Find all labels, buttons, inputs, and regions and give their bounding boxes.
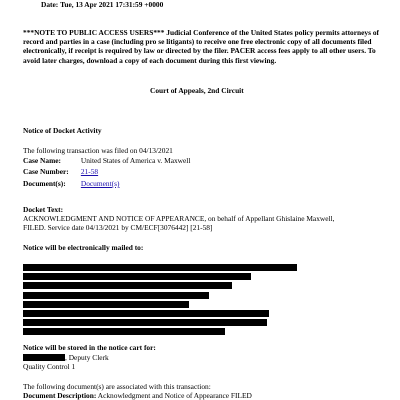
clerk-unit: Quality Control 1 [23, 362, 76, 371]
transaction-text: The following transaction was filed on 04/13/2021 [23, 146, 173, 155]
cart-heading: Notice will be stored in the notice cart for: [23, 343, 156, 352]
document-description-value: Acknowledgment and Notice of Appearance FILED [97, 391, 252, 400]
documents-row [23, 179, 119, 188]
redacted-recipient [23, 328, 225, 335]
case-name-value: United States of America v. Maxwell [80, 156, 191, 165]
documents-label: Document(s): [23, 179, 66, 188]
clerk-title: , Deputy Clerk [65, 353, 109, 362]
case-name-row [23, 156, 190, 165]
redacted-recipient [23, 264, 297, 271]
court-name: Court of Appeals, 2nd Circuit [150, 86, 244, 95]
redacted-recipient [23, 273, 251, 280]
notice-title: Notice of Docket Activity [23, 126, 102, 135]
redacted-recipient [23, 319, 267, 326]
docket-text-line-1: ACKNOWLEDGMENT AND NOTICE OF APPEARANCE, on behalf of Appellant Ghislaine Maxwell, [23, 214, 335, 223]
case-number-label: Case Number: [23, 167, 69, 176]
emailed-heading: Notice will be electronically mailed to: [23, 243, 144, 252]
docket-text-line-2: FILED. Service date 04/13/2021 by CM/ECF[3076442] [21-58] [23, 223, 213, 232]
document-description-label: Document Description: [23, 391, 97, 400]
documents-link[interactable]: Document(s) [80, 179, 120, 188]
redacted-recipient [23, 282, 232, 289]
email-date-line [41, 0, 163, 9]
redacted-clerk-name [23, 354, 65, 361]
redacted-recipient [23, 292, 209, 299]
docket-text-label: Docket Text: [23, 205, 64, 214]
date-label: Date: [41, 0, 59, 9]
case-number-row [23, 167, 98, 176]
date-value: Tue, 13 Apr 2021 17:31:59 +0000 [60, 0, 164, 9]
public-access-notice: ***NOTE TO PUBLIC ACCESS USERS*** Judicial Conference of the United States policy permits attorneys of record and parties in a case (including pro se litigants) to receive one free electronic copy of all documents filed electronically, if receipt is required by law or directed by the filer. PACER access fees apply to all other users. To avoid later charges, download a copy of each document during this first viewing. [23, 28, 379, 65]
redacted-recipient [23, 310, 269, 317]
associated-text: The following document(s) are associated with this transaction: [23, 382, 211, 391]
clerk-line [23, 353, 109, 362]
redacted-recipient [23, 301, 189, 308]
case-name-label: Case Name: [23, 156, 61, 165]
case-number-link[interactable]: 21-58 [80, 167, 99, 176]
document-description-row [23, 391, 252, 400]
